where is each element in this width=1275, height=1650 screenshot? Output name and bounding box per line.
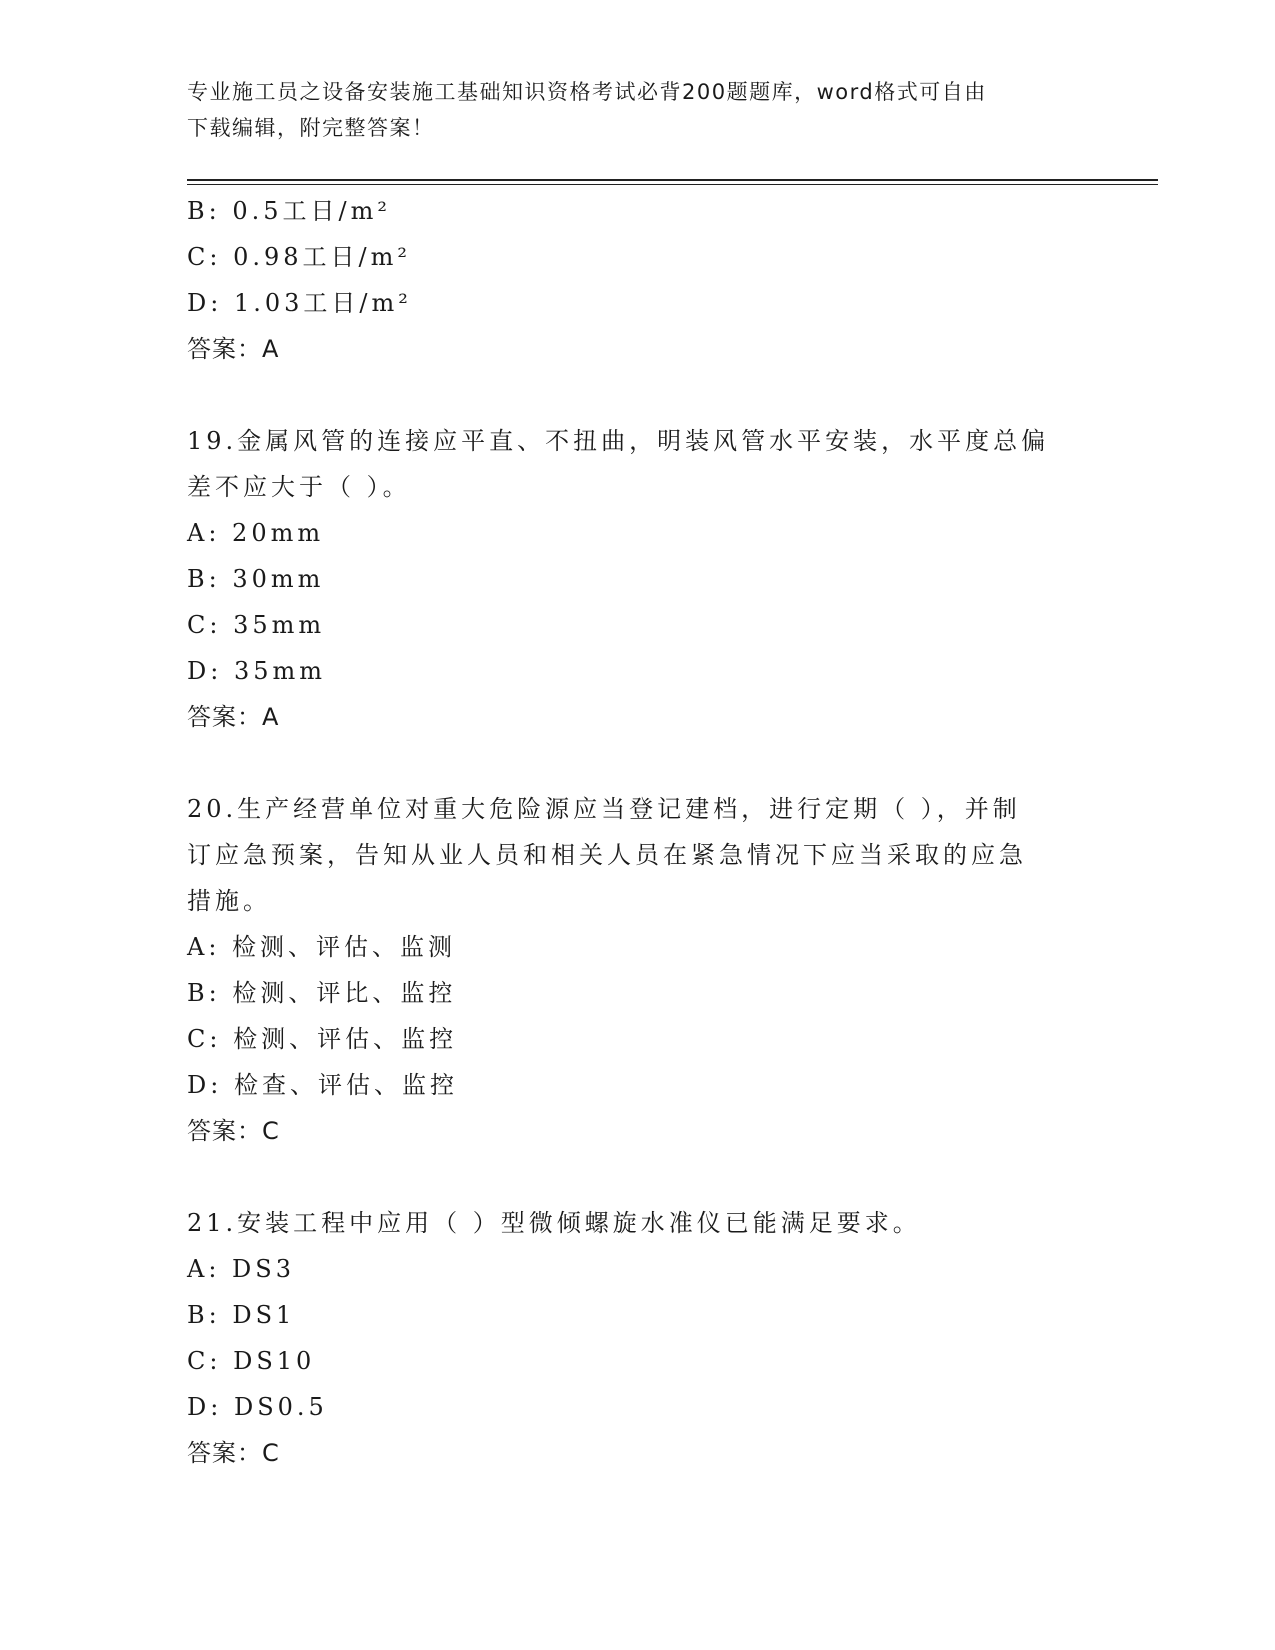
option-c: C: 0.98工日/m² bbox=[187, 243, 411, 271]
answer-line: 答案：C bbox=[187, 1117, 280, 1145]
option-d: D: 1.03工日/m² bbox=[187, 289, 412, 317]
header-line-2: 下载编辑，附完整答案！ bbox=[187, 116, 435, 140]
spacer bbox=[187, 1154, 1087, 1200]
spacer bbox=[187, 372, 1087, 418]
option-d: D: 35mm bbox=[187, 657, 327, 685]
question-text-line: 订应急预案，告知从业人员和相关人员在紧急情况下应当采取的应急 bbox=[187, 841, 1027, 869]
header-rule-thick bbox=[187, 179, 1158, 181]
option-b: B: 0.5工日/m² bbox=[187, 197, 391, 225]
question-text-line: 21.安装工程中应用（ ）型微倾螺旋水准仪已能满足要求。 bbox=[187, 1209, 921, 1237]
answer-line: 答案：A bbox=[187, 703, 280, 731]
question-text-line: 20.生产经营单位对重大危险源应当登记建档，进行定期（ ），并制 bbox=[187, 795, 1021, 823]
option-c: C: DS10 bbox=[187, 1347, 316, 1375]
question-21 bbox=[187, 1200, 1087, 1476]
question-text-line: 19.金属风管的连接应平直、不扭曲，明装风管水平安装，水平度总偏 bbox=[187, 427, 1050, 455]
header-line-1: 专业施工员之设备安装施工基础知识资格考试必背200题题库，word格式可自由 bbox=[187, 80, 987, 104]
option-b: B: 检测、评比、监控 bbox=[187, 979, 457, 1007]
option-d: D: 检查、评估、监控 bbox=[187, 1071, 458, 1099]
question-text-line: 差不应大于（ ）。 bbox=[187, 473, 411, 501]
question-19 bbox=[187, 418, 1087, 740]
option-b: B: 30mm bbox=[187, 565, 325, 593]
answer-line: 答案：C bbox=[187, 1439, 280, 1467]
document-header bbox=[187, 74, 1087, 146]
question-18-continuation bbox=[187, 188, 1087, 372]
option-a: A: 检测、评估、监测 bbox=[187, 933, 457, 961]
option-b: B: DS1 bbox=[187, 1301, 296, 1329]
answer-line: 答案：A bbox=[187, 335, 280, 363]
option-a: A: 20mm bbox=[187, 519, 325, 547]
question-20 bbox=[187, 786, 1087, 1154]
option-a: A: DS3 bbox=[187, 1255, 295, 1283]
option-d: D: DS0.5 bbox=[187, 1393, 328, 1421]
option-c: C: 检测、评估、监控 bbox=[187, 1025, 458, 1053]
question-list bbox=[187, 188, 1087, 1476]
spacer bbox=[187, 740, 1087, 786]
question-text-line: 措施。 bbox=[187, 887, 271, 915]
option-c: C: 35mm bbox=[187, 611, 326, 639]
header-rule-thin bbox=[187, 184, 1158, 185]
